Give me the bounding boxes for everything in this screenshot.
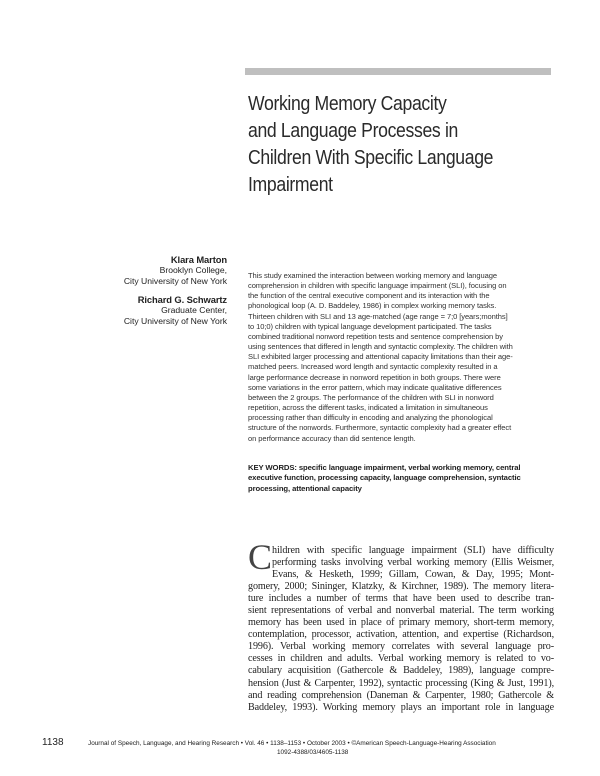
title-rule <box>245 68 551 75</box>
text-line: hension (Just & Carpenter, 1992), syntactic processing (King & Just, 1991), <box>248 677 554 689</box>
body-text <box>248 545 554 714</box>
text-line: processing rather than difficulty in encoding and analyzing the phonological <box>248 413 493 423</box>
text-line: gomery, 2000; Sininger, Klatzky, & Kirchner, 1989). The memory litera- <box>248 581 554 593</box>
text-line: between the 2 groups. The performance of the children with SLI in nonword <box>248 392 494 402</box>
article-title <box>248 90 558 198</box>
text-line: memory has been used in place of primary memory, short-term memory, <box>248 617 554 629</box>
text-line: large performance decrease in nonword repetition in both groups. There were <box>248 372 501 382</box>
keywords <box>248 463 554 494</box>
text-line: Baddeley, 1993). Working memory plays an important role in language <box>248 701 554 713</box>
text-line: Evans, & Hesketh, 1999; Gillam, Cowan, & Day, 1995; Mont- <box>272 569 554 581</box>
text-line: executive function, processing capacity, language comprehension, syntactic <box>248 473 521 483</box>
author-affiliation: Graduate Center, <box>161 304 227 315</box>
author-affiliation: City University of New York <box>123 276 227 287</box>
text-line: contemplation, processor, activation, attention, and expertise (Richardson, <box>248 629 554 641</box>
journal-citation: Journal of Speech, Language, and Hearing Research • Vol. 46 • 1138–1153 • October 2003 • ©American Speech-Language-Hearing Association <box>88 740 496 747</box>
text-line: SLI exhibited larger processing and attentional capacity limitations than their age- <box>248 352 513 362</box>
text-line: cabulary acquisition (Gathercole & Baddeley, 1989), language compre- <box>248 665 554 677</box>
text-line: cesses in children and adults. Verbal working memory is related to vo- <box>248 653 554 665</box>
text-line: phonological loop (A. D. Baddeley, 1986) in complex working memory tasks. <box>248 301 497 311</box>
text-line: KEY WORDS: specific language impairment, verbal working memory, central <box>248 463 521 472</box>
text-line: 1996). Verbal working memory correlates with several language pro- <box>248 641 554 653</box>
text-line: the function of the central executive component and its interaction with the <box>248 291 490 301</box>
text-line: comprehension in children with specific language impairment (SLI), focusing on <box>248 281 507 291</box>
text-line: on performance accuracy than did sentence length. <box>248 433 416 443</box>
text-line: some variations in the error pattern, which may indicate qualitative differences <box>248 382 502 392</box>
title-line: and Language Processes in <box>248 119 458 142</box>
text-line: sient representations of verbal and nonverbal material. The term working <box>248 605 554 617</box>
text-line: and reading comprehension (Daneman & Carpenter, 1980; Gathercole & <box>248 689 554 701</box>
abstract <box>248 271 554 444</box>
text-line: structure of the nonwords. Furthermore, syntactic complexity had a greater effect <box>248 423 512 433</box>
author-affiliation: City University of New York <box>123 316 227 327</box>
title-line: Children With Specific Language <box>248 146 494 169</box>
text-line: combined traditional nonword repetition tests and sentence comprehension by <box>248 331 503 341</box>
author-affiliation: Brooklyn College, <box>159 265 227 276</box>
title-line: Working Memory Capacity <box>248 92 447 115</box>
text-line: performing tasks involving verbal working memory (Ellis Weismer, <box>272 557 554 569</box>
author <box>27 254 227 288</box>
author-list <box>27 254 227 327</box>
page-number: 1138 <box>42 737 64 748</box>
text-line: repetition, across the different tasks, indicated a limitation in simultaneous <box>248 403 488 413</box>
author-name: Klara Marton <box>170 254 227 265</box>
text-line: to 10;0) children with typical language development participated. The tasks <box>248 321 492 331</box>
issn: 1092-4388/03/4605-1138 <box>277 749 349 756</box>
text-line: ture includes a number of terms that have been used to describe tran- <box>248 593 554 605</box>
text-line: using sentences that differed in length and syntactic complexity. The children with <box>248 342 513 352</box>
author-name: Richard G. Schwartz <box>137 293 227 305</box>
text-line: hildren with specific language impairment (SLI) have difficulty <box>272 545 554 556</box>
text-line: This study examined the interaction between working memory and language <box>248 271 497 280</box>
text-line: Thirteen children with SLI and 13 age-matched (age range = 7;0 [years;months] <box>248 311 508 321</box>
text-line: processing, attentional capacity <box>248 483 362 493</box>
text-line: matched peers. Increased word length and syntactic complexity resulted in a <box>248 362 498 372</box>
drop-cap: C <box>248 537 273 577</box>
author <box>27 294 227 328</box>
title-line: Impairment <box>248 173 333 196</box>
